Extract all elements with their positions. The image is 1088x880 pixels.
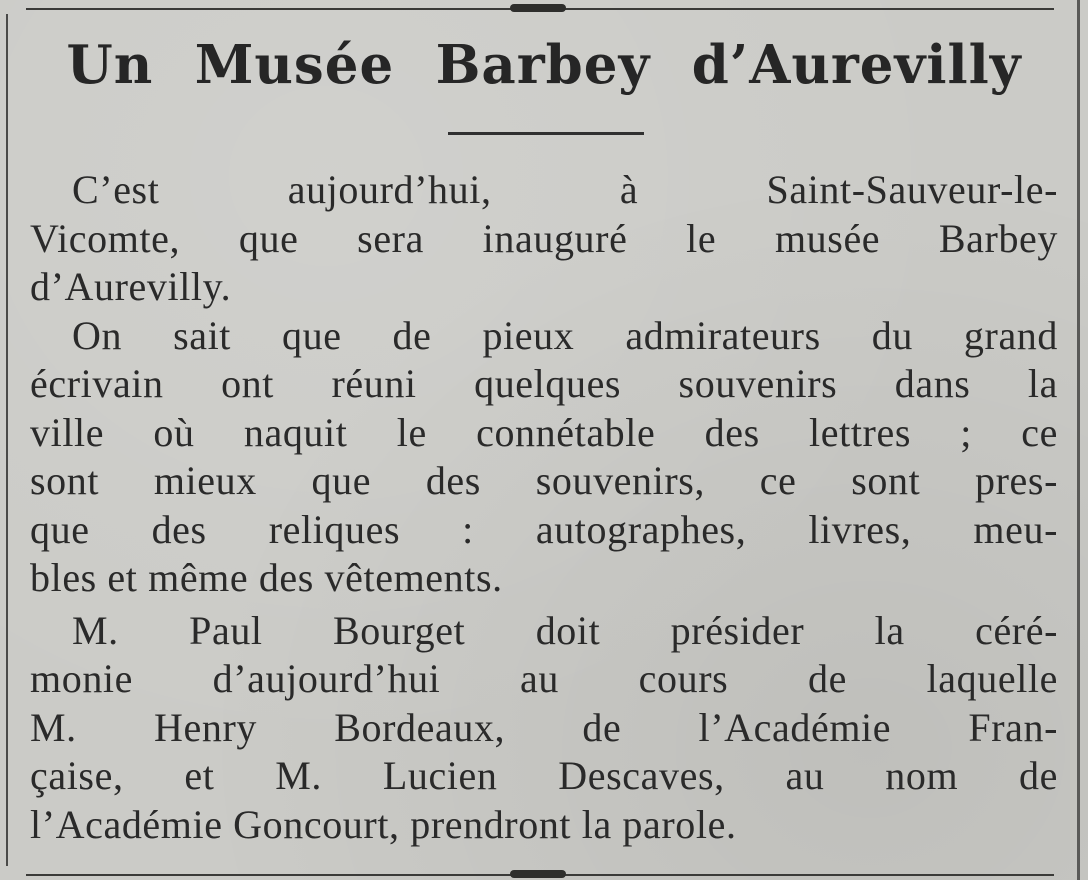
text-line: écrivain ont réuni quelques souvenirs dans la — [30, 361, 1058, 406]
paragraph-3 — [30, 607, 1058, 850]
paragraph-2 — [30, 312, 1058, 603]
bottom-rule-ornament — [510, 870, 566, 878]
article-headline: Un Musée Barbey d’Aurevilly — [66, 34, 1022, 96]
text-line: çaise, et M. Lucien Descaves, au nom de — [30, 753, 1058, 798]
headline-underline — [448, 132, 644, 135]
clipping-left-edge — [6, 14, 8, 866]
text-line: M. Henry Bordeaux, de l’Académie Fran- — [30, 704, 1058, 750]
top-rule-ornament — [510, 4, 566, 12]
text-line: On sait que de pieux admirateurs du grand — [72, 312, 1058, 358]
text-line: d’Aurevilly. — [30, 264, 232, 309]
text-line: ville où naquit le connétable des lettres ; ce — [30, 409, 1058, 455]
text-line: C’est aujourd’hui, à Saint-Sauveur-le- — [72, 167, 1058, 212]
text-line: sont mieux que des souvenirs, ce sont pres- — [30, 458, 1058, 503]
text-line: monie d’aujourd’hui au cours de laquelle — [30, 656, 1058, 701]
clipping-right-edge — [1077, 0, 1080, 880]
paragraph-1 — [30, 166, 1058, 312]
text-line: que des reliques : autographes, livres, meu- — [30, 506, 1058, 552]
text-line: M. Paul Bourget doit présider la céré- — [72, 607, 1058, 653]
article-body — [30, 166, 1058, 849]
text-line: bles et même des vêtements. — [30, 555, 503, 600]
text-line: l’Académie Goncourt, prendront la parole. — [30, 801, 737, 847]
text-line: Vicomte, que sera inauguré le musée Barbey — [30, 215, 1058, 261]
